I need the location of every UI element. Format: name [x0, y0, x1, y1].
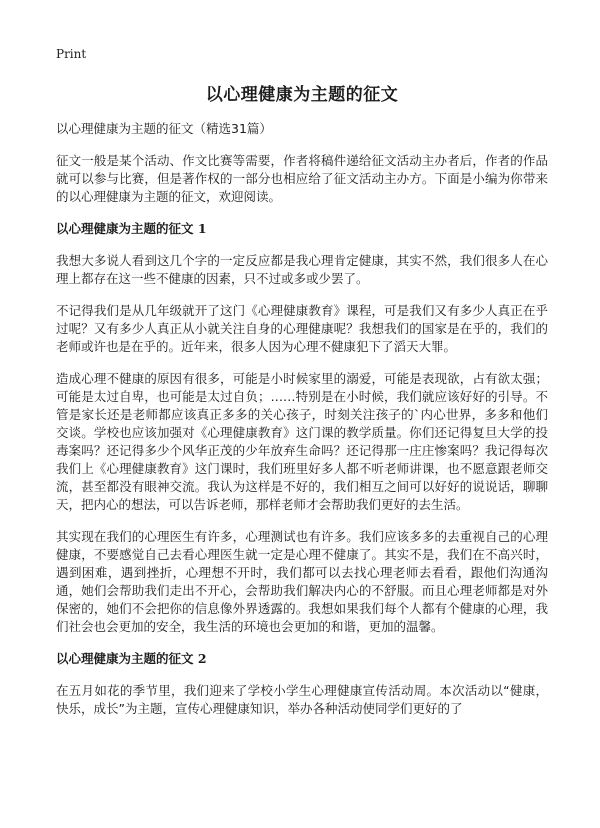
section-heading-1: 以心理健康为主题的征文 1	[56, 221, 207, 236]
body-paragraph: 在五月如花的季节里，我们迎来了学校小学生心理健康宣传活动周。本次活动以“健康，快乐，成长”为主题，宣传心理健康知识，举办各种活动使同学们更好的了	[56, 683, 548, 716]
section-heading-2: 以心理健康为主题的征文 2	[56, 651, 207, 666]
body-paragraph: 其实现在我们的心理医生有许多，心理测试也有许多。我们应该多多的去重视自己的心理健康，不要感觉自己去看心理医生就一定是心理不健康了。其实不是，我们在不高兴时，遇到困难，遇到挫折，心理想不开时，我们都可以去找心理老师去看看，跟他们沟通沟通，她们会帮助我们走出不开心，会帮助我们解决内心的不舒服。而且心理老师都是对外保密的，她们不会把你的信息像外界透露的。我想如果我们每个人都有个健康的心理，我们社会也会更加的安全，我生活的环境也会更加的和谐，更加的温馨。	[56, 529, 548, 634]
document-title: 以心理健康为主题的征文	[205, 85, 399, 105]
document-subtitle: 以心理健康为主题的征文（精选31篇）	[56, 121, 272, 136]
body-paragraph: 不记得我们是从几年级就开了这门《心理健康教育》课程，可是我们又有多少人真正在乎过呢？又有多少人真正从小就关注自身的心理健康呢？我想我们的国家是在乎的，我们的老师或许也是在乎的。近年来，很多人因为心理不健康犯下了滔天大罪。	[56, 303, 548, 354]
print-link[interactable]: Print	[56, 47, 87, 61]
body-paragraph: 我想大多说人看到这几个字的一定反应都是我心理肯定健康，其实不然，我们很多人在心理上都存在这一些不健康的因素，只不过或多或少罢了。	[56, 253, 548, 286]
intro-paragraph: 征文一般是某个活动、作文比赛等需要，作者将稿件递给征文活动主办者后，作者的作品就可以参与比赛，但是著作权的一部分也相应给了征文活动主办方。下面是小编为你带来的以心理健康为主题的征文，欢迎阅读。	[56, 153, 548, 204]
document-body	[56, 152, 548, 732]
body-paragraph: 造成心理不健康的原因有很多，可能是小时候家里的溺爱，可能是表现欲，占有欲太强；可能是太过自卑，也可能是太过自负；……特别是在小时候，我们就应该好好的引导。不管是家长还是老师都应该真正多多的关心孩子，时刻关注孩子的`内心世界，多多和他们交谈。学校也应该加强对《心理健康教育》这门课的教学质量。你们还记得复旦大学的投毒案吗？还记得多少个风华正茂的少年放弃生命吗？还记得那一庄庄惨案吗？我记得每次我们上《心理健康教育》这门课时，我们班里好多人都不听老师讲课，也不愿意跟老师交流，甚至都没有眼神交流。我认为这样是不好的，我们相互之间可以好好的说说话，聊聊天，把内心的想法，可以告诉老师，那样老师才会帮助我们更好的去生活。	[56, 371, 548, 512]
